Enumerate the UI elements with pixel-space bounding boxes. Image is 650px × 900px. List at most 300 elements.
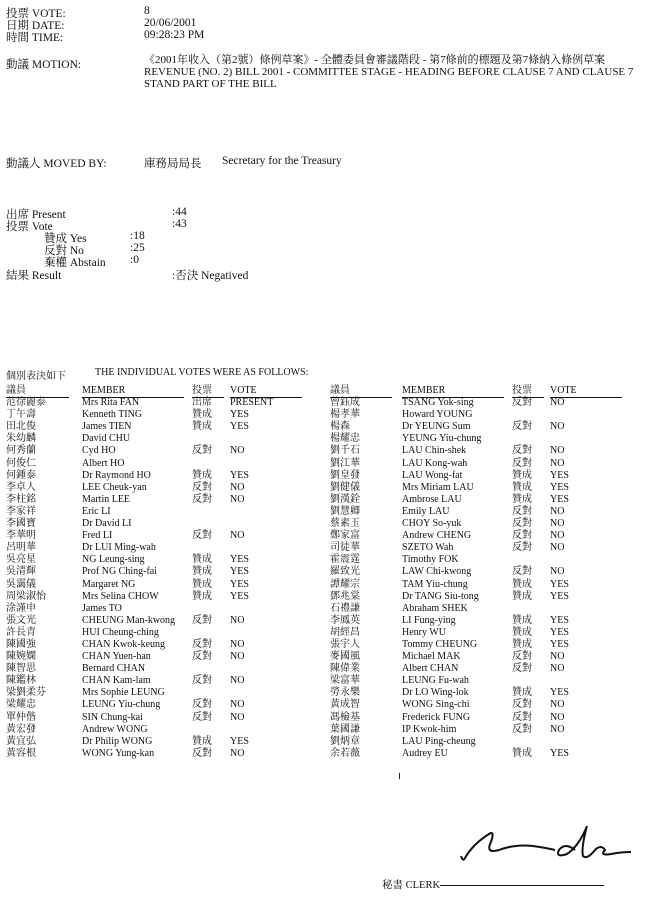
member-name-chinese: 陳鑑林: [6, 675, 36, 687]
member-name-english: Kenneth TING: [82, 409, 143, 421]
vote-chinese: 贊成: [512, 578, 532, 590]
vote-chinese: 贊成: [192, 590, 212, 602]
member-name-chinese: 石禮謙: [330, 602, 360, 614]
member-name-english: YEUNG Yiu-chung: [402, 433, 482, 445]
vote-english: NO: [230, 481, 245, 493]
vote-chinese: 贊成: [512, 469, 532, 481]
member-name-chinese: 劉千石: [330, 445, 360, 457]
vote-english: NO: [230, 675, 245, 687]
individual-votes-intro-english: THE INDIVIDUAL VOTES WERE AS FOLLOWS:: [95, 367, 309, 378]
member-name-chinese: 李卓人: [6, 481, 36, 493]
member-name-chinese: 朱幼麟: [6, 433, 36, 445]
vote-chinese: 贊成: [192, 409, 212, 421]
table-row: [330, 639, 640, 651]
table-row: [330, 433, 640, 445]
member-name-english: James TIEN: [82, 421, 132, 433]
member-name-english: CHAN Yuen-han: [82, 651, 151, 663]
table-row: [6, 603, 306, 615]
vote-english: YES: [230, 735, 249, 747]
vote-chinese: 反對: [192, 638, 212, 650]
member-name-chinese: 陳婉嫻: [6, 651, 36, 663]
member-name-english: Abraham SHEK: [402, 602, 468, 614]
motion-label: 動議 MOTION:: [6, 59, 82, 71]
vote-english: NO: [550, 457, 565, 469]
member-name-chinese: 丁午壽: [6, 409, 36, 421]
present-value: :44: [172, 206, 187, 218]
table-row: [6, 579, 306, 591]
member-name-english: Mrs Rita FAN: [82, 397, 140, 409]
member-name-english: Fred LI: [82, 530, 113, 542]
vote-count-label: 投票 Vote: [6, 221, 53, 233]
member-name-chinese: 李柱銘: [6, 493, 36, 505]
votes-table-right-header: [330, 385, 640, 397]
table-row: [6, 518, 306, 530]
votes-table-left-body: [6, 397, 306, 760]
member-name-english: Bernard CHAN: [82, 663, 146, 675]
mover-english: Secretary for the Treasury: [222, 155, 342, 167]
vote-chinese: 贊成: [512, 590, 532, 602]
table-row: [6, 566, 306, 578]
time-value: 09:28:23 PM: [144, 29, 205, 41]
vote-english: NO: [230, 638, 245, 650]
member-name-english: Andrew WONG: [82, 723, 148, 735]
vote-chinese: 贊成: [192, 469, 212, 481]
member-name-english: Mrs Sophie LEUNG: [82, 687, 165, 699]
vote-chinese: 贊成: [512, 638, 532, 650]
member-name-english: Albert HO: [82, 457, 125, 469]
column-header-vote-en: VOTE: [230, 385, 257, 396]
column-header-member-en: MEMBER: [82, 385, 126, 396]
vote-english: NO: [230, 711, 245, 723]
member-name-english: HUI Cheung-ching: [82, 626, 159, 638]
table-row: [330, 506, 640, 518]
vote-chinese: 贊成: [512, 687, 532, 699]
member-name-chinese: 蔡素玉: [330, 518, 360, 530]
table-row: [6, 736, 306, 748]
vote-english: NO: [230, 530, 245, 542]
vote-chinese: 贊成: [512, 747, 532, 759]
member-name-english: LEUNG Fu-wah: [402, 675, 469, 687]
vote-english: NO: [550, 566, 565, 578]
member-name-chinese: 劉慧卿: [330, 505, 360, 517]
result-value: :否決 Negatived: [172, 270, 249, 282]
table-row: [330, 615, 640, 627]
member-name-english: Dr TANG Siu-tong: [402, 590, 479, 602]
vote-english: NO: [230, 614, 245, 626]
vote-chinese: 反對: [192, 614, 212, 626]
clerk-signature: [455, 820, 645, 875]
motion-chinese: 《2001年收入（第2號）條例草案》- 全體委員會審議階段 - 第7條前的標題及第7條納入條例草案: [144, 54, 606, 66]
table-row: [330, 470, 640, 482]
table-row: [6, 482, 306, 494]
member-name-chinese: 劉皇發: [330, 469, 360, 481]
vote-chinese: 反對: [512, 699, 532, 711]
member-name-english: Timothy FOK: [402, 554, 459, 566]
member-name-english: IP Kwok-him: [402, 723, 457, 735]
vote-chinese: 贊成: [512, 614, 532, 626]
table-row: [6, 470, 306, 482]
table-row: [330, 591, 640, 603]
vote-chinese: 反對: [512, 505, 532, 517]
table-row: [6, 409, 306, 421]
member-name-chinese: 梁富華: [330, 675, 360, 687]
member-name-chinese: 麥國風: [330, 651, 360, 663]
member-name-english: Eric LI: [82, 505, 111, 517]
member-name-english: TSANG Yok-sing: [402, 397, 474, 409]
member-name-chinese: 陳國強: [6, 638, 36, 650]
column-header-vote-cn: 投票: [192, 385, 212, 396]
vote-chinese: 反對: [512, 711, 532, 723]
member-name-chinese: 楊森: [330, 421, 350, 433]
abstain-label: 棄權 Abstain: [44, 257, 106, 269]
table-row: [6, 687, 306, 699]
member-name-chinese: 何鍾泰: [6, 469, 36, 481]
vote-english: NO: [550, 505, 565, 517]
member-name-chinese: 楊耀忠: [330, 433, 360, 445]
member-name-english: LEE Cheuk-yan: [82, 481, 147, 493]
table-row: [330, 627, 640, 639]
vote-chinese: 反對: [512, 723, 532, 735]
member-name-chinese: 曾鈺成: [330, 397, 360, 409]
vote-english: YES: [550, 614, 569, 626]
member-name-chinese: 涂謹申: [6, 602, 36, 614]
abstain-value: :0: [130, 254, 139, 266]
vote-chinese: 贊成: [512, 626, 532, 638]
vote-english: YES: [550, 626, 569, 638]
vote-english: NO: [550, 663, 565, 675]
member-name-chinese: 張文光: [6, 614, 36, 626]
table-row: [330, 445, 640, 457]
vote-english: NO: [550, 723, 565, 735]
table-row: [330, 530, 640, 542]
member-name-english: Dr YEUNG Sum: [402, 421, 471, 433]
table-row: [6, 748, 306, 760]
member-name-chinese: 吳靄儀: [6, 578, 36, 590]
member-name-chinese: 鄭家富: [330, 530, 360, 542]
vote-chinese: 反對: [512, 651, 532, 663]
table-row: [330, 687, 640, 699]
member-name-chinese: 李家祥: [6, 505, 36, 517]
member-name-chinese: 陳智思: [6, 663, 36, 675]
vote-english: YES: [550, 578, 569, 590]
table-row: [6, 724, 306, 736]
vote-english: YES: [550, 638, 569, 650]
vote-chinese: 反對: [192, 675, 212, 687]
votes-table-left: [6, 385, 306, 760]
column-header-vote-cn: 投票: [512, 385, 532, 396]
member-name-chinese: 劉江華: [330, 457, 360, 469]
member-name-english: Dr Philip WONG: [82, 735, 153, 747]
member-name-english: Howard YOUNG: [402, 409, 473, 421]
vote-english: YES: [230, 590, 249, 602]
member-name-chinese: 吳亮星: [6, 554, 36, 566]
vote-chinese: 出席: [192, 397, 212, 409]
vote-english: NO: [550, 397, 565, 409]
table-row: [330, 579, 640, 591]
vote-english: NO: [550, 699, 565, 711]
vote-chinese: 反對: [512, 530, 532, 542]
table-row: [6, 445, 306, 457]
table-row: [330, 397, 640, 409]
member-name-chinese: 許長青: [6, 626, 36, 638]
table-row: [6, 554, 306, 566]
vote-chinese: 反對: [512, 397, 532, 409]
member-name-chinese: 李華明: [6, 530, 36, 542]
member-name-english: Michael MAK: [402, 651, 461, 663]
table-row: [6, 663, 306, 675]
table-row: [6, 675, 306, 687]
vote-chinese: 贊成: [512, 493, 532, 505]
vote-chinese: 反對: [512, 566, 532, 578]
table-row: [330, 482, 640, 494]
ink-mark: [399, 773, 400, 779]
member-name-chinese: 何俊仁: [6, 457, 36, 469]
votes-table-right-body: [330, 397, 640, 760]
member-name-chinese: 呂明華: [6, 542, 36, 554]
vote-english: YES: [550, 469, 569, 481]
no-label: 反對 No: [44, 245, 84, 257]
member-name-chinese: 黃宜弘: [6, 735, 36, 747]
vote-chinese: 贊成: [192, 554, 212, 566]
vote-english: YES: [550, 481, 569, 493]
vote-chinese: 反對: [192, 651, 212, 663]
member-name-english: Audrey EU: [402, 747, 448, 759]
table-row: [330, 554, 640, 566]
vote-chinese: 反對: [192, 747, 212, 759]
vote-chinese: 反對: [512, 663, 532, 675]
table-row: [330, 409, 640, 421]
mover-chinese: 庫務局局長: [144, 158, 202, 170]
vote-english: YES: [550, 493, 569, 505]
table-row: [6, 433, 306, 445]
table-row: [6, 651, 306, 663]
table-row: [6, 506, 306, 518]
table-row: [6, 494, 306, 506]
table-row: [330, 748, 640, 760]
yes-label: 贊成 Yes: [44, 233, 87, 245]
member-name-chinese: 劉健儀: [330, 481, 360, 493]
result-label: 結果 Result: [6, 270, 62, 282]
member-name-english: Henry WU: [402, 626, 446, 638]
vote-chinese: 反對: [512, 457, 532, 469]
time-label: 時間 TIME:: [6, 32, 64, 44]
vote-chinese: 反對: [192, 481, 212, 493]
vote-chinese: 反對: [192, 699, 212, 711]
vote-english: NO: [550, 711, 565, 723]
member-name-chinese: 何秀蘭: [6, 445, 36, 457]
table-row: [330, 458, 640, 470]
member-name-english: David CHU: [82, 433, 131, 445]
motion-text: [144, 54, 644, 90]
member-name-english: CHOY So-yuk: [402, 518, 462, 530]
vote-chinese: 反對: [512, 542, 532, 554]
member-name-english: LEUNG Yiu-chung: [82, 699, 161, 711]
table-row: [330, 712, 640, 724]
vote-english: NO: [550, 530, 565, 542]
member-name-english: SIN Chung-kai: [82, 711, 143, 723]
vote-english: NO: [550, 445, 565, 457]
member-name-chinese: 田北俊: [6, 421, 36, 433]
member-name-chinese: 黃宏發: [6, 723, 36, 735]
member-name-chinese: 張宇人: [330, 638, 360, 650]
vote-chinese: 反對: [512, 518, 532, 530]
member-name-chinese: 馮檢基: [330, 711, 360, 723]
member-name-english: Margaret NG: [82, 578, 136, 590]
table-row: [6, 421, 306, 433]
member-name-english: CHEUNG Man-kwong: [82, 614, 176, 626]
column-header-member-cn: 議員: [330, 385, 350, 396]
no-value: :25: [130, 242, 145, 254]
clerk-label: 秘書 CLERK: [382, 880, 441, 891]
member-name-english: James TO: [82, 602, 122, 614]
table-row: [330, 494, 640, 506]
vote-number-label: 投票 VOTE:: [6, 8, 66, 20]
member-name-chinese: 李國寶: [6, 518, 36, 530]
member-name-chinese: 勞永樂: [330, 687, 360, 699]
member-name-chinese: 劉漢銓: [330, 493, 360, 505]
member-name-chinese: 譚耀宗: [330, 578, 360, 590]
member-name-english: Prof NG Ching-fai: [82, 566, 157, 578]
member-name-english: Ambrose LAU: [402, 493, 462, 505]
vote-english: NO: [230, 747, 245, 759]
table-row: [330, 651, 640, 663]
member-name-chinese: 劉炳章: [330, 735, 360, 747]
vote-chinese: 反對: [192, 493, 212, 505]
vote-chinese: 贊成: [192, 578, 212, 590]
member-name-english: Mrs Miriam LAU: [402, 481, 474, 493]
member-name-chinese: 范徐麗泰: [6, 397, 46, 409]
member-name-english: Martin LEE: [82, 493, 131, 505]
member-name-chinese: 周梁淑怡: [6, 590, 46, 602]
member-name-chinese: 梁劉柔芬: [6, 687, 46, 699]
member-name-english: CHAN Kwok-keung: [82, 638, 166, 650]
member-name-english: WONG Yung-kan: [82, 747, 155, 759]
vote-chinese: 反對: [192, 445, 212, 457]
table-row: [330, 663, 640, 675]
member-name-english: LAW Chi-kwong: [402, 566, 472, 578]
table-row: [330, 603, 640, 615]
mover-label: 動議人 MOVED BY:: [6, 158, 107, 170]
vote-number-value: 8: [144, 5, 150, 17]
member-name-chinese: 鄧兆棠: [330, 590, 360, 602]
table-row: [330, 421, 640, 433]
vote-english: YES: [550, 590, 569, 602]
member-name-english: WONG Sing-chi: [402, 699, 470, 711]
individual-votes-intro-chinese: 個別表決如下: [6, 371, 66, 382]
member-name-chinese: 單仲偕: [6, 711, 36, 723]
member-name-chinese: 余若薇: [330, 747, 360, 759]
vote-english: YES: [550, 747, 569, 759]
member-name-chinese: 黃成智: [330, 699, 360, 711]
column-header-vote-en: VOTE: [550, 385, 577, 396]
vote-english: YES: [230, 566, 249, 578]
table-row: [6, 530, 306, 542]
vote-english: PRESENT: [230, 397, 274, 409]
date-value: 20/06/2001: [144, 17, 197, 29]
member-name-english: CHAN Kam-lam: [82, 675, 151, 687]
motion-english: REVENUE (NO. 2) BILL 2001 - COMMITTEE STAGE - HEADING BEFORE CLAUSE 7 AND CLAUSE 7 STAND PART OF THE BILL: [144, 66, 634, 90]
present-label: 出席 Present: [6, 209, 66, 221]
vote-english: YES: [230, 409, 249, 421]
vote-english: NO: [550, 542, 565, 554]
date-label: 日期 DATE:: [6, 20, 65, 32]
vote-english: YES: [230, 469, 249, 481]
member-name-chinese: 霍震霆: [330, 554, 360, 566]
member-name-chinese: 梁耀忠: [6, 699, 36, 711]
member-name-chinese: 楊孝華: [330, 409, 360, 421]
member-name-english: TAM Yiu-chung: [402, 578, 468, 590]
member-name-english: Dr David LI: [82, 518, 132, 530]
member-name-english: Dr Raymond HO: [82, 469, 151, 481]
table-row: [330, 736, 640, 748]
vote-english: NO: [550, 421, 565, 433]
vote-chinese: 贊成: [192, 421, 212, 433]
member-name-chinese: 羅致光: [330, 566, 360, 578]
table-row: [330, 699, 640, 711]
table-row: [6, 397, 306, 409]
table-row: [6, 627, 306, 639]
member-name-english: Frederick FUNG: [402, 711, 471, 723]
vote-chinese: 贊成: [512, 481, 532, 493]
table-row: [6, 542, 306, 554]
table-row: [6, 591, 306, 603]
member-name-chinese: 黃容根: [6, 747, 36, 759]
vote-chinese: 反對: [512, 421, 532, 433]
vote-english: YES: [230, 554, 249, 566]
member-name-chinese: 李鳳英: [330, 614, 360, 626]
vote-english: NO: [230, 445, 245, 457]
votes-table-left-header: [6, 385, 306, 397]
member-name-english: Dr LO Wing-lok: [402, 687, 469, 699]
table-row: [330, 566, 640, 578]
member-name-english: Emily LAU: [402, 505, 450, 517]
member-name-english: NG Leung-sing: [82, 554, 145, 566]
table-row: [330, 724, 640, 736]
member-name-english: LAU Wong-fat: [402, 469, 463, 481]
table-row: [6, 458, 306, 470]
vote-chinese: 反對: [192, 711, 212, 723]
vote-english: NO: [550, 651, 565, 663]
member-name-english: Albert CHAN: [402, 663, 459, 675]
member-name-chinese: 司徒華: [330, 542, 360, 554]
member-name-chinese: 胡經昌: [330, 626, 360, 638]
table-row: [330, 675, 640, 687]
table-row: [330, 518, 640, 530]
vote-english: YES: [230, 421, 249, 433]
member-name-chinese: 陳偉業: [330, 663, 360, 675]
table-row: [6, 699, 306, 711]
table-row: [330, 542, 640, 554]
vote-count-value: :43: [172, 218, 187, 230]
member-name-english: Mrs Selina CHOW: [82, 590, 159, 602]
member-name-english: LAU Ping-cheung: [402, 735, 476, 747]
member-name-english: LAU Chin-shek: [402, 445, 467, 457]
vote-english: YES: [550, 687, 569, 699]
vote-chinese: 反對: [512, 445, 532, 457]
vote-chinese: 贊成: [192, 566, 212, 578]
member-name-english: Andrew CHENG: [402, 530, 472, 542]
table-row: [6, 639, 306, 651]
vote-english: NO: [230, 493, 245, 505]
member-name-english: Tommy CHEUNG: [402, 638, 478, 650]
votes-table-right: [330, 385, 640, 760]
vote-english: NO: [230, 699, 245, 711]
column-header-member-en: MEMBER: [402, 385, 446, 396]
vote-english: NO: [550, 518, 565, 530]
vote-chinese: 反對: [192, 530, 212, 542]
member-name-english: LI Fung-ying: [402, 614, 456, 626]
yes-value: :18: [130, 230, 145, 242]
